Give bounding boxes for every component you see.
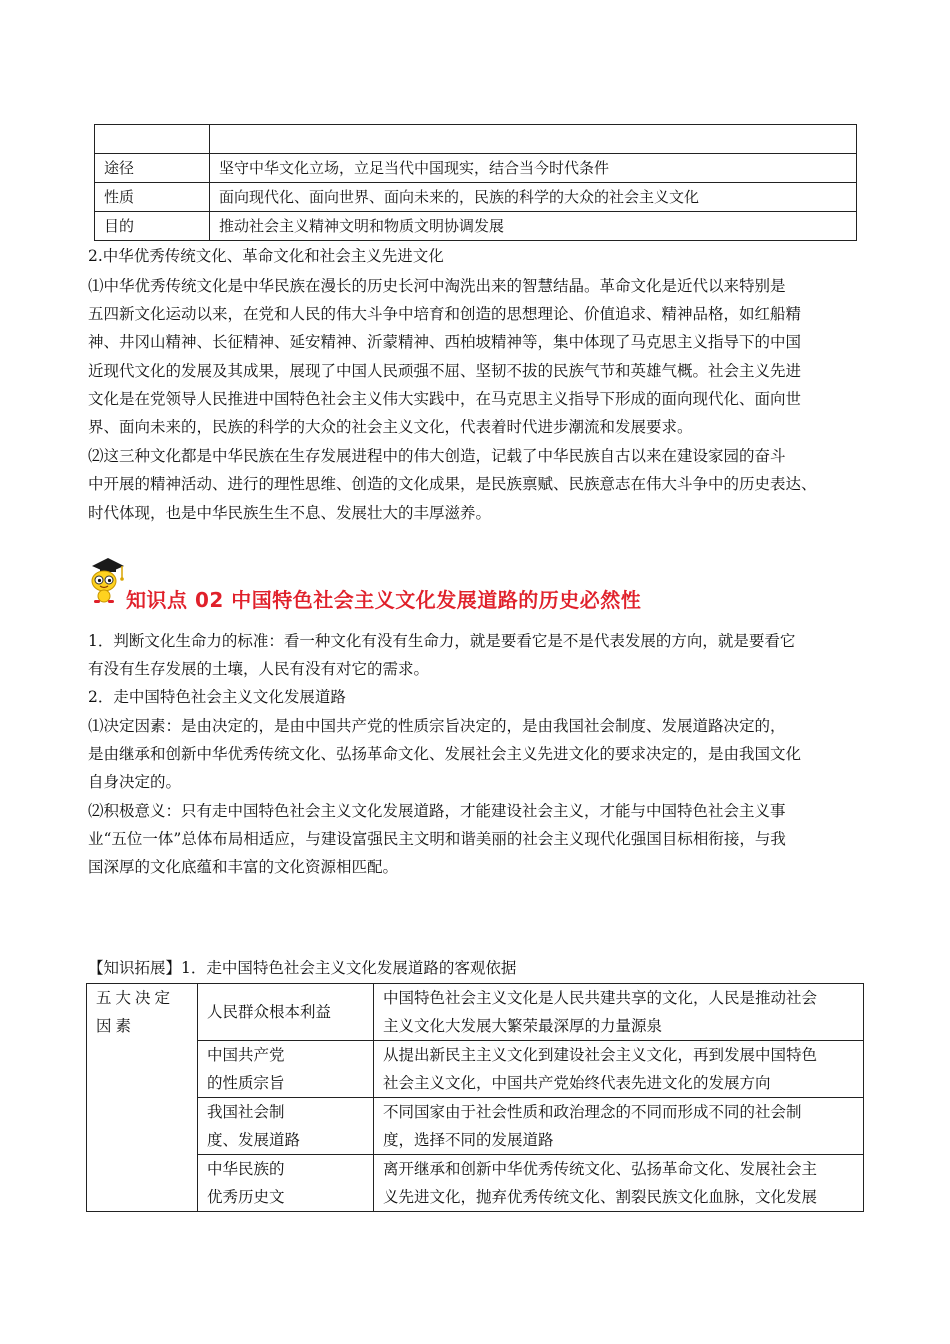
- table-row: [87, 1155, 864, 1212]
- paragraph-line: ⑵积极意义：只有走中国特色社会主义文化发展道路，才能建设社会主义，才能与中国特色社会主义事: [88, 802, 786, 820]
- paragraph-line: 五四新文化运动以来，在党和人民的伟大斗争中培育和创造的思想理论、价值追求、精神品格，如红船精: [88, 305, 802, 323]
- desc-line: 义先进文化，抛弃优秀传统文化、割裂民族文化血脉，文化发展: [383, 1188, 818, 1206]
- table-row: [95, 212, 857, 241]
- desc-line: 从提出新民主主义文化到建设社会主义文化，再到发展中国特色: [383, 1046, 818, 1064]
- paragraph-line: ⑴中华优秀传统文化是中华民族在漫长的历史长河中淘洗出来的智慧结晶。革命文化是近代以来特别是: [88, 277, 786, 295]
- table-row: [95, 183, 857, 212]
- factor-line: 的性质宗旨: [207, 1074, 285, 1092]
- paragraph-line: 自身决定的。: [88, 773, 182, 791]
- factor-line: 中华民族的: [207, 1160, 285, 1178]
- factor-line: 中国共产党: [207, 1046, 285, 1064]
- group-label-cell: [87, 984, 198, 1212]
- desc-line: 离开继承和创新中华优秀传统文化、弘扬革命文化、发展社会主: [383, 1160, 818, 1178]
- table-cell-value: 面向现代化、面向世界、面向未来的，民族的科学的大众的社会主义文化: [210, 183, 857, 212]
- desc-line: 中国特色社会主义文化是人民共建共享的文化，人民是推动社会: [383, 989, 818, 1007]
- extension-caption: 【知识拓展】1．走中国特色社会主义文化发展道路的客观依据: [88, 959, 517, 977]
- table-cell-value: 推动社会主义精神文明和物质文明协调发展: [210, 212, 857, 241]
- table-row: [87, 984, 864, 1041]
- paragraph-line: 业“五位一体”总体布局相适应，与建设富强民主文明和谐美丽的社会主义现代化强国目标相衔接，与我: [88, 830, 786, 848]
- paragraph-line: 1．判断文化生命力的标准：看一种文化有没有生命力，就是要看它是不是代表发展的方向，就是要看它: [88, 632, 796, 650]
- paragraph-line: 文化是在党领导人民推进中国特色社会主义伟大实践中，在马克思主义指导下形成的面向现代化、面向世: [88, 390, 802, 408]
- group-label: 五大决定因素: [96, 989, 175, 1035]
- table-cell-value: [210, 125, 857, 154]
- factor-line: 度、发展道路: [207, 1131, 301, 1149]
- desc-line: 不同国家由于社会性质和政治理念的不同而形成不同的社会制: [383, 1103, 802, 1121]
- paragraph-line: ⑵这三种文化都是中华民族在生存发展进程中的伟大创造，记载了中华民族自古以来在建设家园的奋斗: [88, 447, 786, 465]
- factor-cell: [198, 984, 374, 1041]
- paragraph-line: ⑴决定因素：是由决定的，是由中国共产党的性质宗旨决定的，是由我国社会制度、发展道路决定的，: [88, 717, 786, 735]
- table-row: [95, 154, 857, 183]
- factor-cell: [198, 1041, 374, 1098]
- desc-cell: [374, 1098, 864, 1155]
- factor-cell: [198, 1098, 374, 1155]
- section-heading: 2.中华优秀传统文化、革命文化和社会主义先进文化: [88, 247, 444, 265]
- paragraph-line: 有没有生存发展的土壤，人民有没有对它的需求。: [88, 660, 430, 678]
- table-row: [87, 1098, 864, 1155]
- table-row: [87, 1041, 864, 1098]
- paragraph-line: 国深厚的文化底蕴和丰富的文化资源相匹配。: [88, 858, 399, 876]
- factor-line: 我国社会制: [207, 1103, 285, 1121]
- table-cell-key: 性质: [95, 183, 210, 212]
- paragraph-line: 界、面向未来的，民族的科学的大众的社会主义文化，代表着时代进步潮流和发展要求。: [88, 418, 693, 436]
- desc-cell: [374, 984, 864, 1041]
- paragraph-line: 中开展的精神活动、进行的理性思维、创造的文化成果，是民族禀赋、民族意志在伟大斗争中的历史表达、: [88, 475, 817, 493]
- paragraph-line: 时代体现，也是中华民族生生不息、发展壮大的丰厚滋养。: [88, 504, 492, 522]
- table-cell-key: 目的: [95, 212, 210, 241]
- desc-line: 社会主义文化，中国共产党始终代表先进文化的发展方向: [383, 1074, 771, 1092]
- scholar-mascot-icon: [86, 552, 126, 608]
- table-cell-value: 坚守中华文化立场，立足当代中国现实，结合当今时代条件: [210, 154, 857, 183]
- paragraph-line: 近现代文化的发展及其成果，展现了中国人民顽强不屈、坚韧不拔的民族气节和英雄气概。社会主义先进: [88, 362, 802, 380]
- factor-line: 人民群众根本利益: [207, 1003, 332, 1021]
- desc-cell: [374, 1041, 864, 1098]
- knowledge-point-heading: [86, 552, 846, 612]
- table-cell-key: 途径: [95, 154, 210, 183]
- culture-attributes-table: [94, 124, 857, 241]
- desc-line: 度，选择不同的发展道路: [383, 1131, 554, 1149]
- paragraph-line: 2．走中国特色社会主义文化发展道路: [88, 688, 346, 706]
- paragraph-line: 神、井冈山精神、长征精神、延安精神、沂蒙精神、西柏坡精神等，集中体现了马克思主义指导下的中国: [88, 333, 802, 351]
- knowledge-point-title: 知识点 02 中国特色社会主义文化发展道路的历史必然性: [126, 588, 642, 612]
- table-cell-key: [95, 125, 210, 154]
- factor-line: 优秀历史文: [207, 1188, 285, 1206]
- desc-line: 主义文化大发展大繁荣最深厚的力量源泉: [383, 1017, 663, 1035]
- paragraph-line: 是由继承和创新中华优秀传统文化、弘扬革命文化、发展社会主义先进文化的要求决定的，是由我国文化: [88, 745, 802, 763]
- factor-cell: [198, 1155, 374, 1212]
- desc-cell: [374, 1155, 864, 1212]
- table-row: [95, 125, 857, 154]
- determinants-table: [86, 983, 864, 1212]
